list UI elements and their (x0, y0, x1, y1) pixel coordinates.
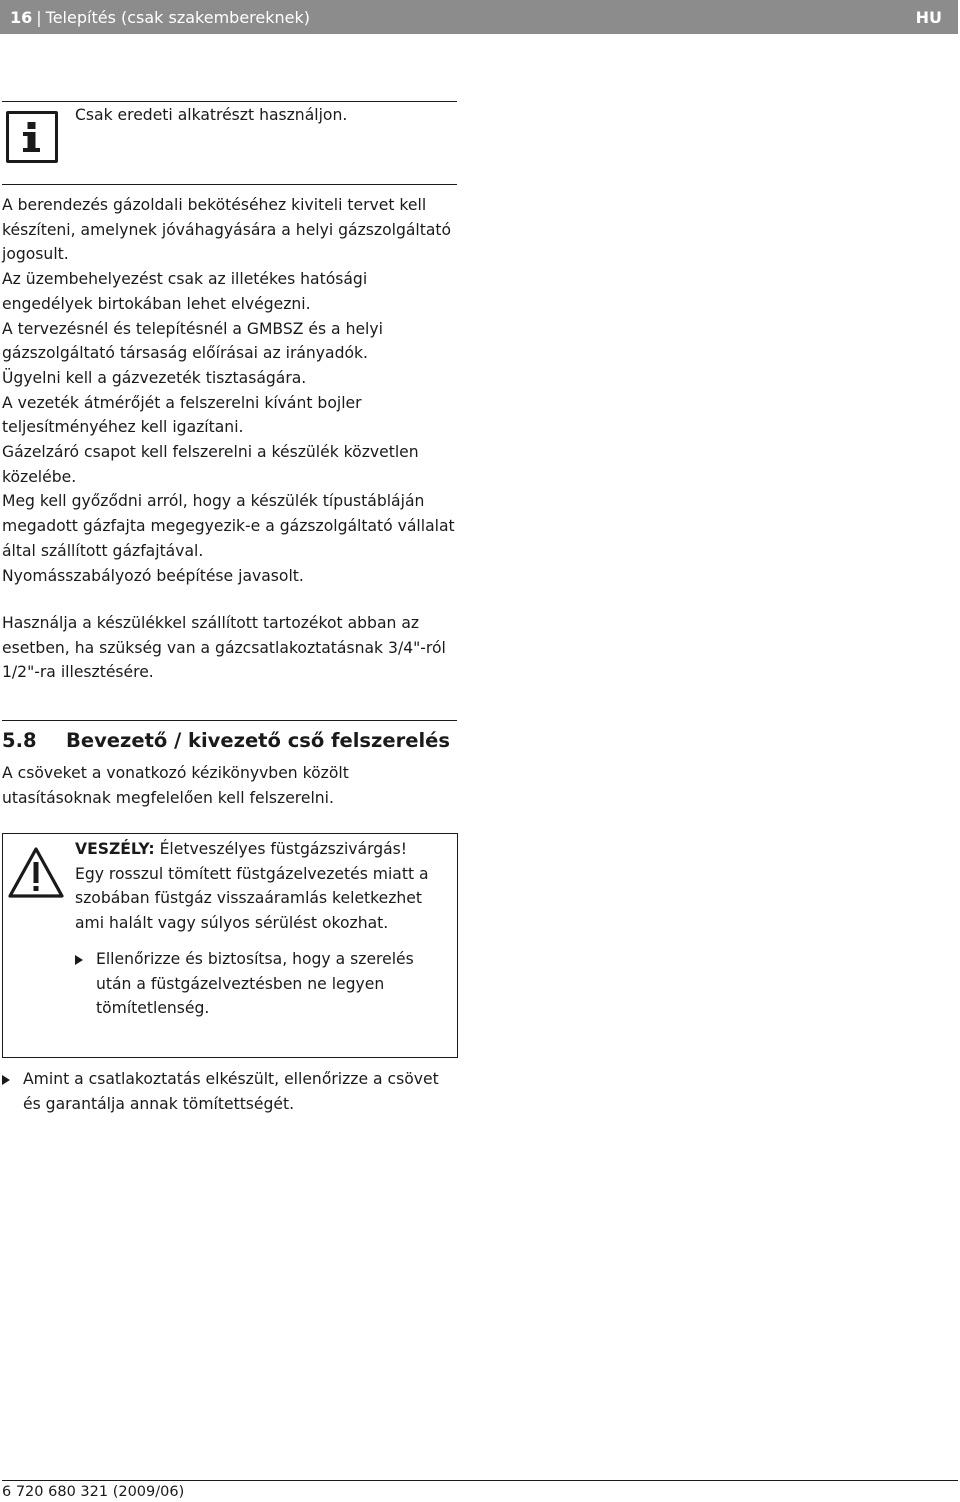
danger-warning-box (2, 833, 458, 1058)
intro-paragraphs (2, 193, 458, 588)
section-heading (2, 729, 450, 752)
section-number: 5.8 (2, 729, 37, 752)
note-bottom-rule (2, 184, 457, 185)
intro-paragraph: Nyomásszabályozó beépítése javasolt. (2, 566, 304, 585)
bullet-triangle-icon (75, 955, 83, 965)
note-top-rule (2, 101, 457, 102)
accessory-paragraph: Használja a készülékkel szállított tartozékot abban az esetben, ha szükség van a gázcsatlakoztatásnak 3/4"-ról 1/2"-ra illesztésére. (2, 614, 446, 682)
intro-paragraph: Meg kell győződni arról, hogy a készülék típustábláján megadott gázfajta megegyezik-e a gázszolgáltató vállalat által szállított gázfajtával. (2, 492, 455, 560)
info-note-text: Csak eredeti alkatrészt használjon. (75, 106, 348, 124)
warning-label: VESZÉLY: (75, 840, 155, 858)
final-action-item: Amint a csatlakoztatás elkészült, ellenőrizze a csövet és garantálja annak tömítettségét. (2, 1067, 458, 1116)
warning-headline: Életveszélyes füstgázszivárgás! (159, 840, 408, 858)
intro-paragraph: Ügyelni kell a gázvezeték tisztaságára. (2, 368, 307, 387)
intro-paragraph: A tervezésnél és telepítésnél a GMBSZ és a helyi gázszolgáltató társaság előírásai az irányadók. (2, 319, 383, 363)
section-title: Bevezető / kivezető cső felszerelés (66, 729, 450, 752)
final-action (2, 1067, 458, 1116)
page-number: 16 (10, 8, 33, 27)
footer-rule (2, 1480, 958, 1481)
warning-action-item: Ellenőrizze és biztosítsa, hogy a szerelés után a füstgázelveztésben ne legyen tömítetlenség. (75, 947, 453, 1021)
header-section-title: Telepítés (csak szakembereknek) (45, 8, 311, 27)
section-intro: A csöveket a vonatkozó kézikönyvben közölt utasításoknak megfelelően kell felszerelni. (2, 764, 349, 807)
warning-triangle-icon (7, 846, 65, 900)
section-rule (2, 720, 457, 721)
intro-paragraph: Gázelzáró csapot kell felszerelni a készülék közvetlen közelébe. (2, 443, 419, 486)
info-icon (6, 111, 58, 163)
bullet-triangle-icon (2, 1075, 10, 1085)
warning-content (75, 837, 453, 1021)
intro-paragraph: Az üzembehelyezést csak az illetékes hatósági engedélyek birtokában lehet elvégezni. (2, 270, 368, 313)
info-note (2, 103, 458, 183)
page-header (0, 0, 958, 34)
document-number: 6 720 680 321 (2009/06) (2, 1484, 185, 1500)
intro-paragraph: A berendezés gázoldali bekötéséhez kiviteli tervet kell készíteni, amelynek jóváhagyására a helyi gázszolgáltató jogosult. (2, 196, 452, 264)
header-left: 16 | Telepítés (csak szakembereknek) (10, 8, 311, 27)
language-code: HU (915, 8, 942, 27)
warning-text: Egy rosszul tömített füstgázelvezetés miatt a szobában füstgáz visszaáramlás keletkezhet ami halált vagy súlyos sérülést okozhat. (75, 864, 429, 933)
intro-paragraph: A vezeték átmérőjét a felszerelni kívánt bojler teljesítményéhez kell igazítani. (2, 393, 362, 437)
